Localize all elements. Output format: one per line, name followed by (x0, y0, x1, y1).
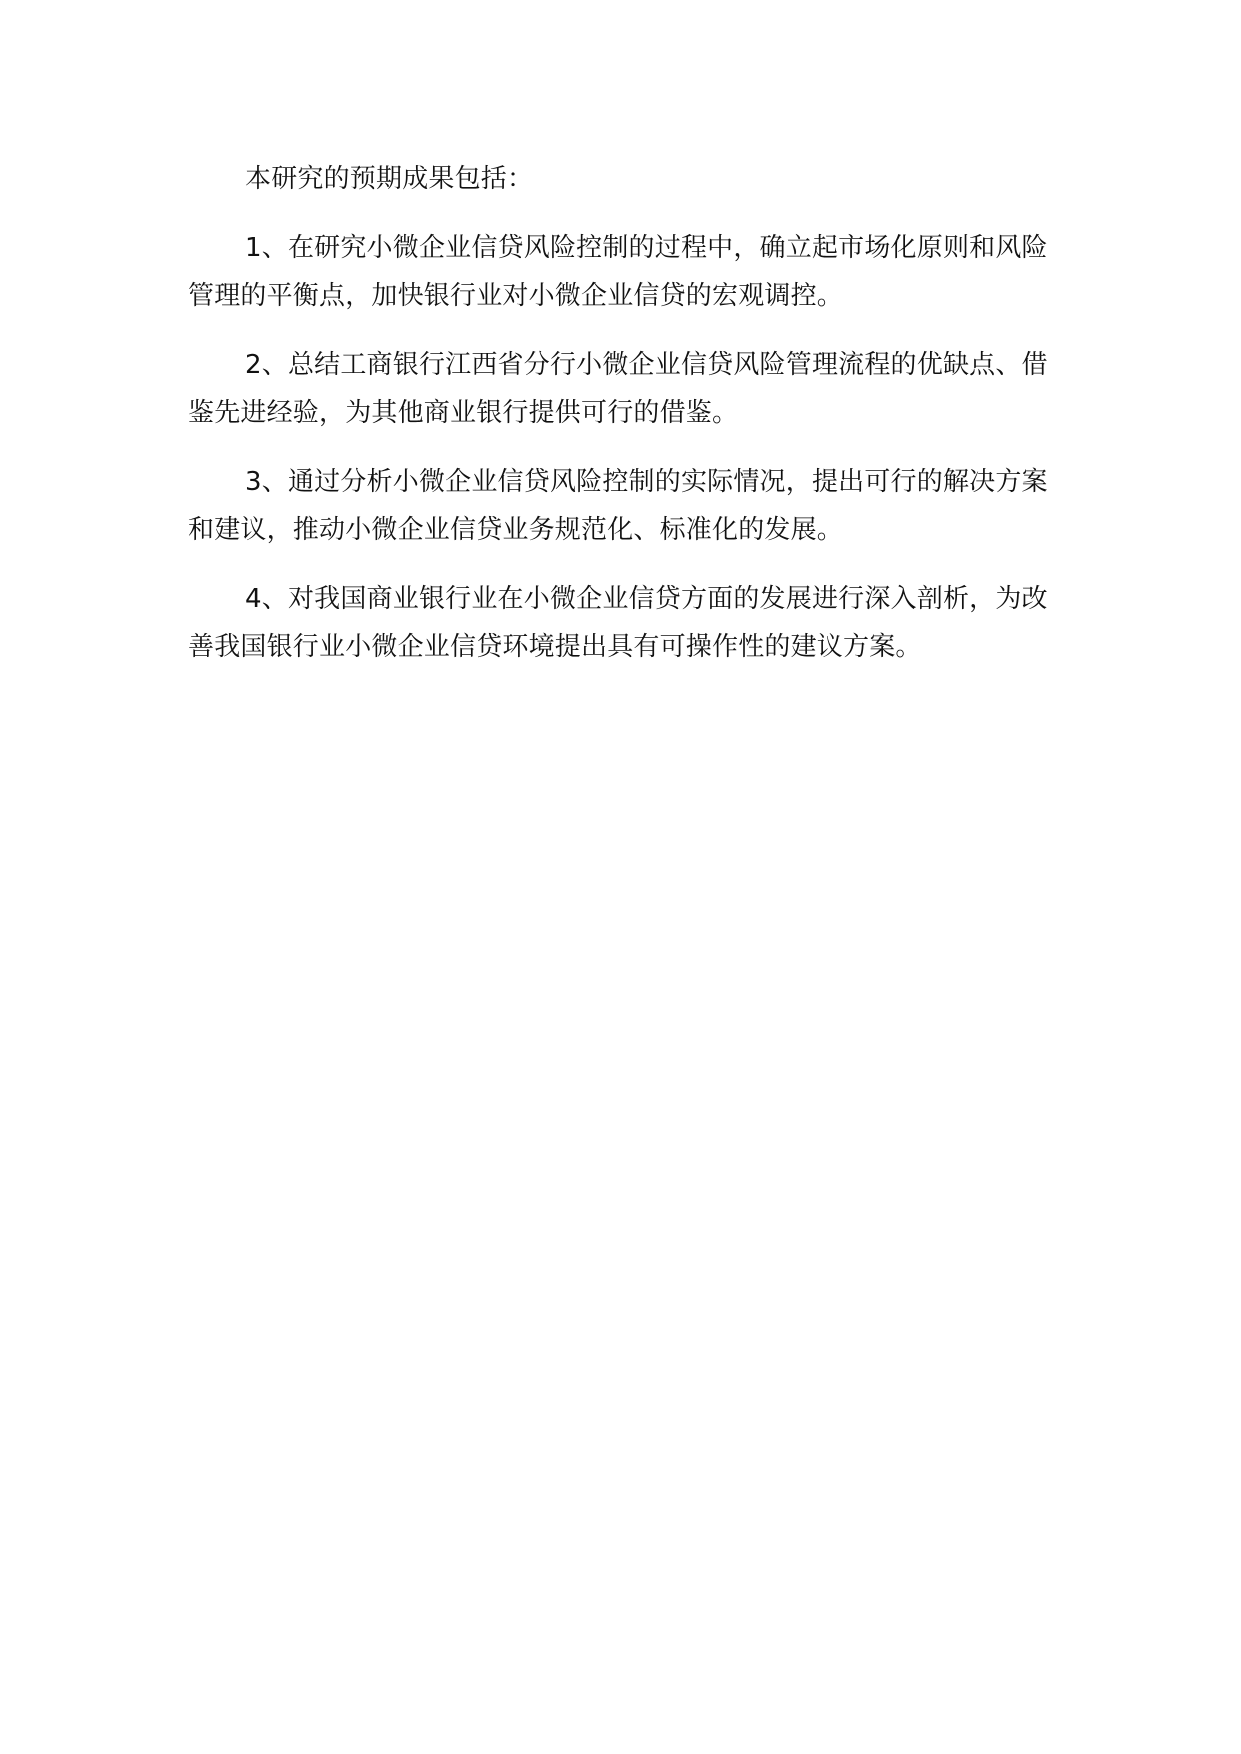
intro-paragraph: 本研究的预期成果包括： (245, 164, 534, 194)
outcome-paragraph-3: 3、通过分析小微企业信贷风险控制的实际情况，提出可行的解决方案和建议，推动小微企业信贷业务规范化、标准化的发展。 (188, 467, 1048, 545)
outcome-paragraph-2: 2、总结工商银行江西省分行小微企业信贷风险管理流程的优缺点、借鉴先进经验，为其他商业银行提供可行的借鉴。 (188, 350, 1048, 428)
document-body (188, 155, 1058, 692)
outcome-paragraph-1: 1、在研究小微企业信贷风险控制的过程中，确立起市场化原则和风险管理的平衡点，加快银行业对小微企业信贷的宏观调控。 (188, 233, 1048, 311)
outcome-paragraph-4: 4、对我国商业银行业在小微企业信贷方面的发展进行深入剖析，为改善我国银行业小微企业信贷环境提出具有可操作性的建议方案。 (188, 584, 1048, 662)
